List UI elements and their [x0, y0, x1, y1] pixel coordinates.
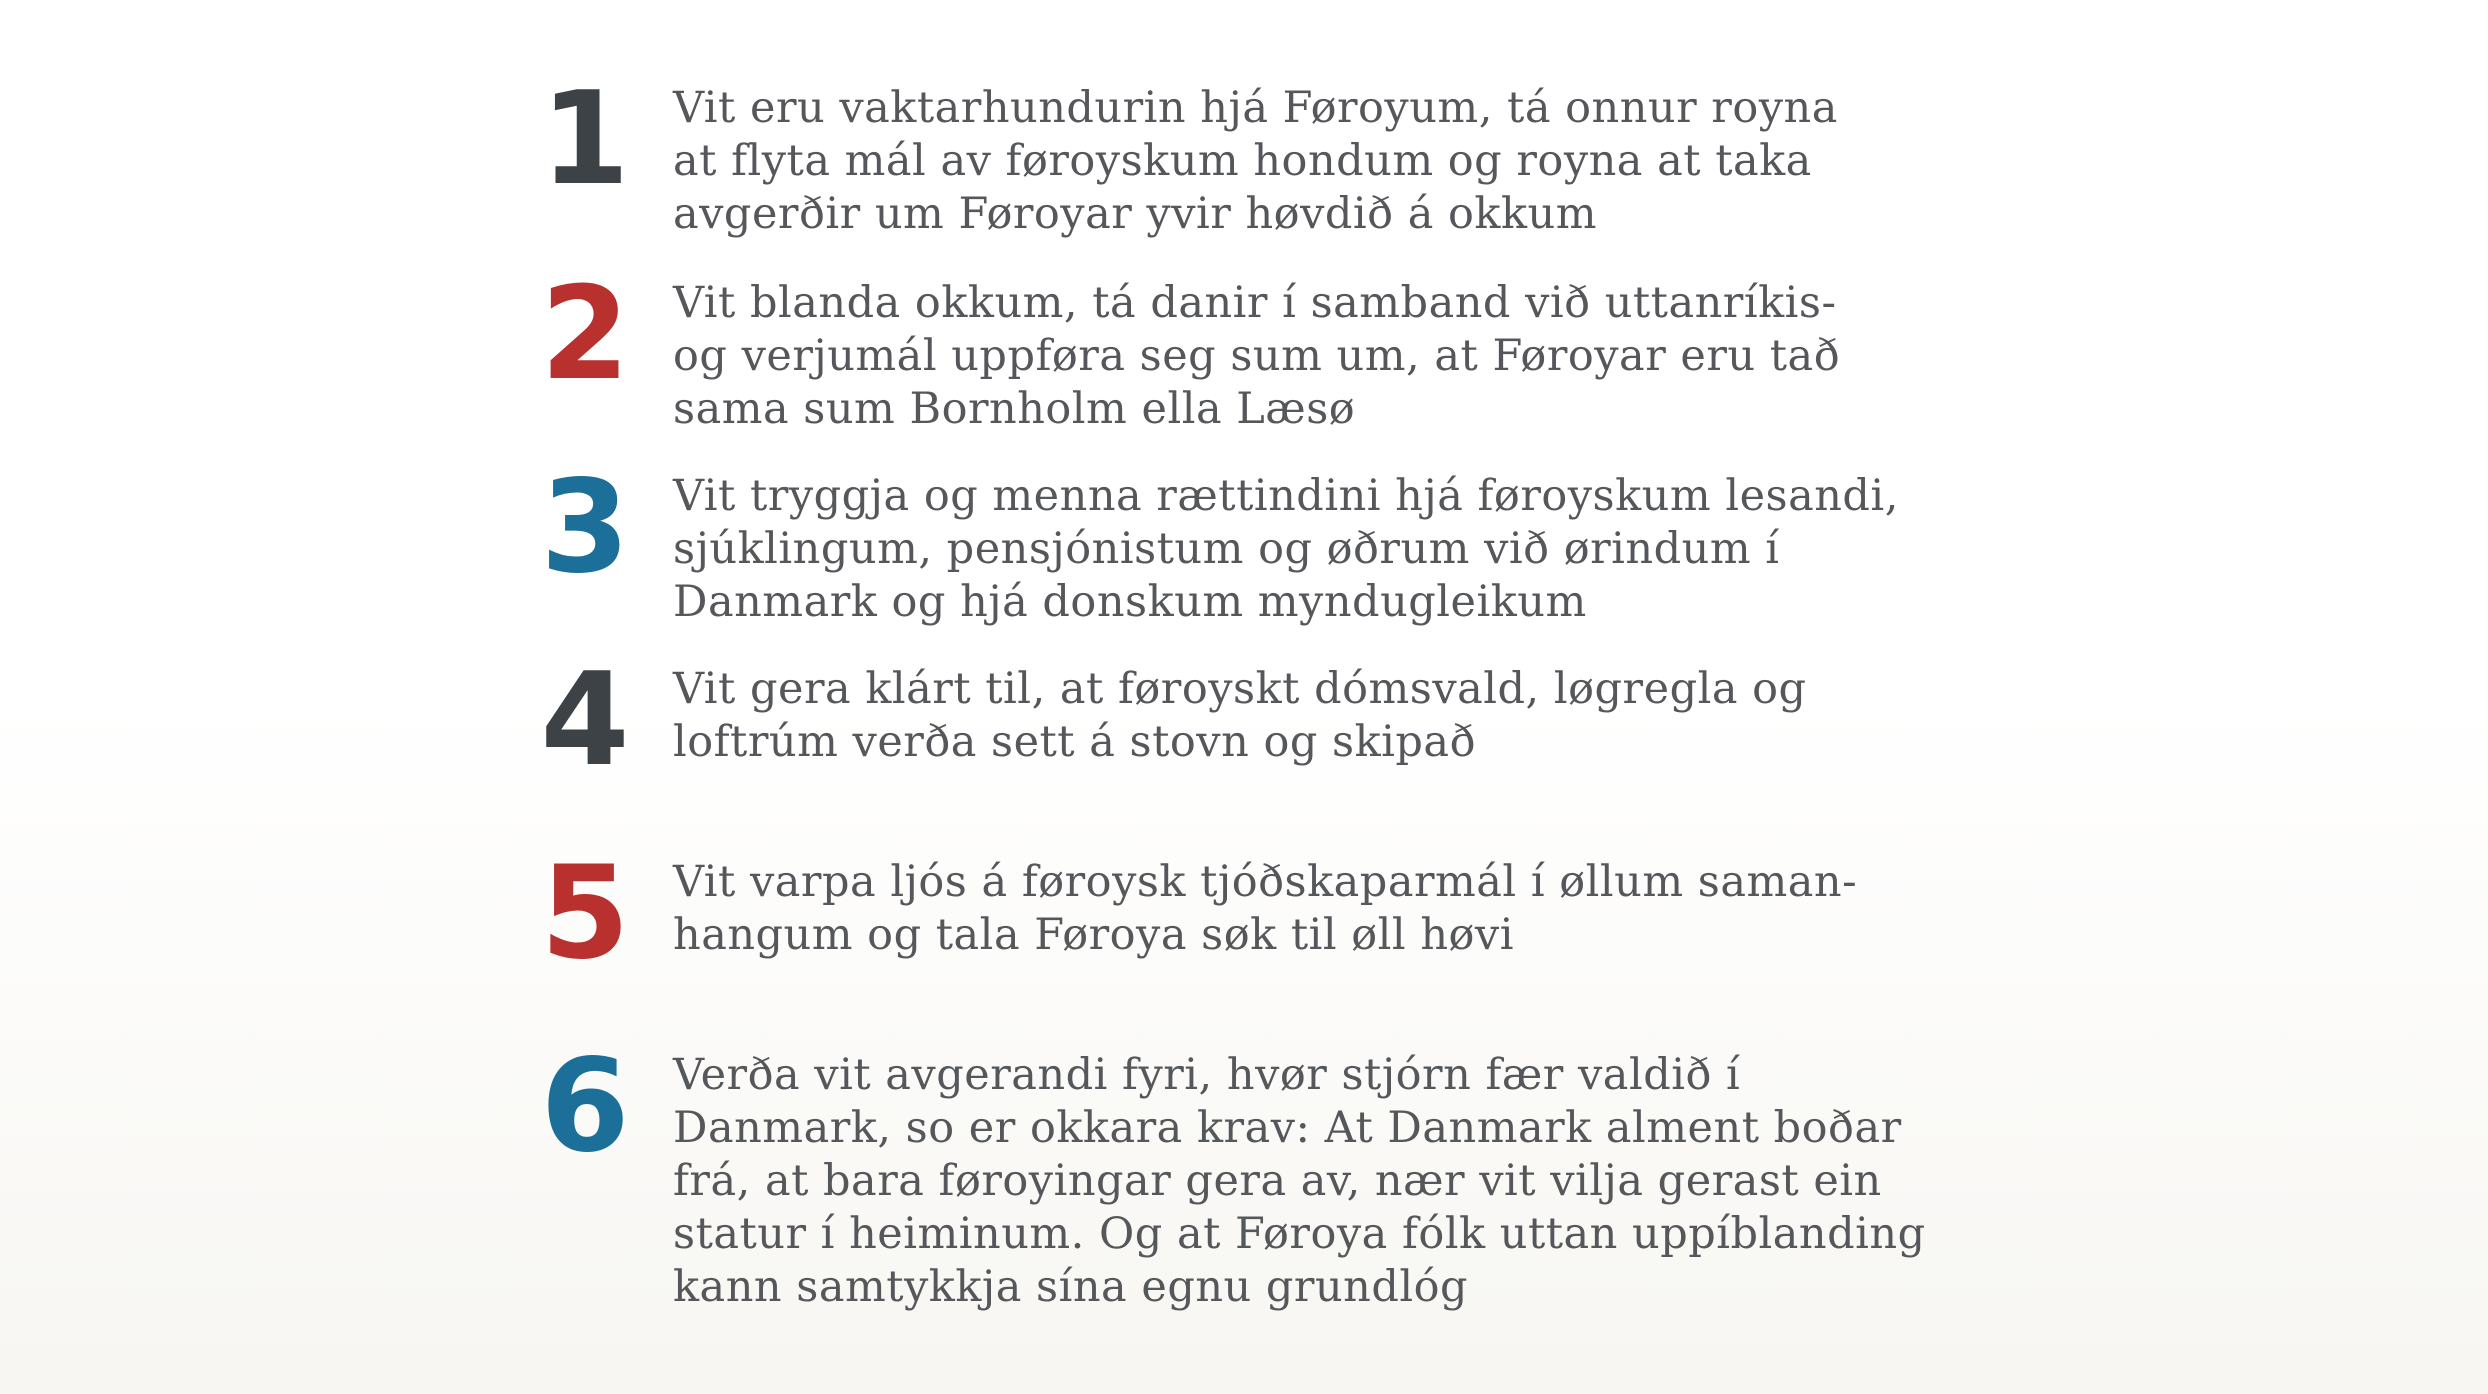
item-number: 3 — [540, 453, 630, 602]
item-text: Vit eru vaktarhundurin hjá Føroyum, tá onnur royna at flyta mál av føroyskum hondum og royna at taka avgerðir um Føroyar yvir høvdið á okkum — [673, 83, 1838, 239]
item-number: 5 — [540, 839, 630, 988]
item-text: Vit blanda okkum, tá danir í samband við uttanríkis- og verjumál uppføra seg sum um, at Føroyar eru tað sama sum Bornholm ella Læsø — [673, 278, 1841, 434]
item-text: Vit tryggja og menna rættindini hjá føroyskum lesandi, sjúklingum, pensjónistum og øðrum við ørindum í Danmark og hjá donskum myndugleikum — [673, 471, 1899, 627]
item-text: Verða vit avgerandi fyri, hvør stjórn fær valdið í Danmark, so er okkara krav: At Danmark alment boðar frá, at bara føroyingar gera av, nær vit vilja gerast ein statur í heiminum. Og at Føroya fólk uttan uppíblanding kann samtykkja sína egnu grundlóg — [673, 1050, 1926, 1312]
item-number: 6 — [540, 1032, 630, 1181]
item-text: Vit varpa ljós á føroysk tjóðskaparmál í øllum saman- hangum og tala Føroya søk til øll høvi — [673, 857, 1858, 960]
item-text: Vit gera klárt til, at føroyskt dómsvald, løgregla og loftrúm verða sett á stovn og skipað — [673, 664, 1807, 767]
item-number: 1 — [540, 65, 630, 214]
item-number: 4 — [540, 646, 630, 795]
item-number: 2 — [540, 260, 630, 409]
